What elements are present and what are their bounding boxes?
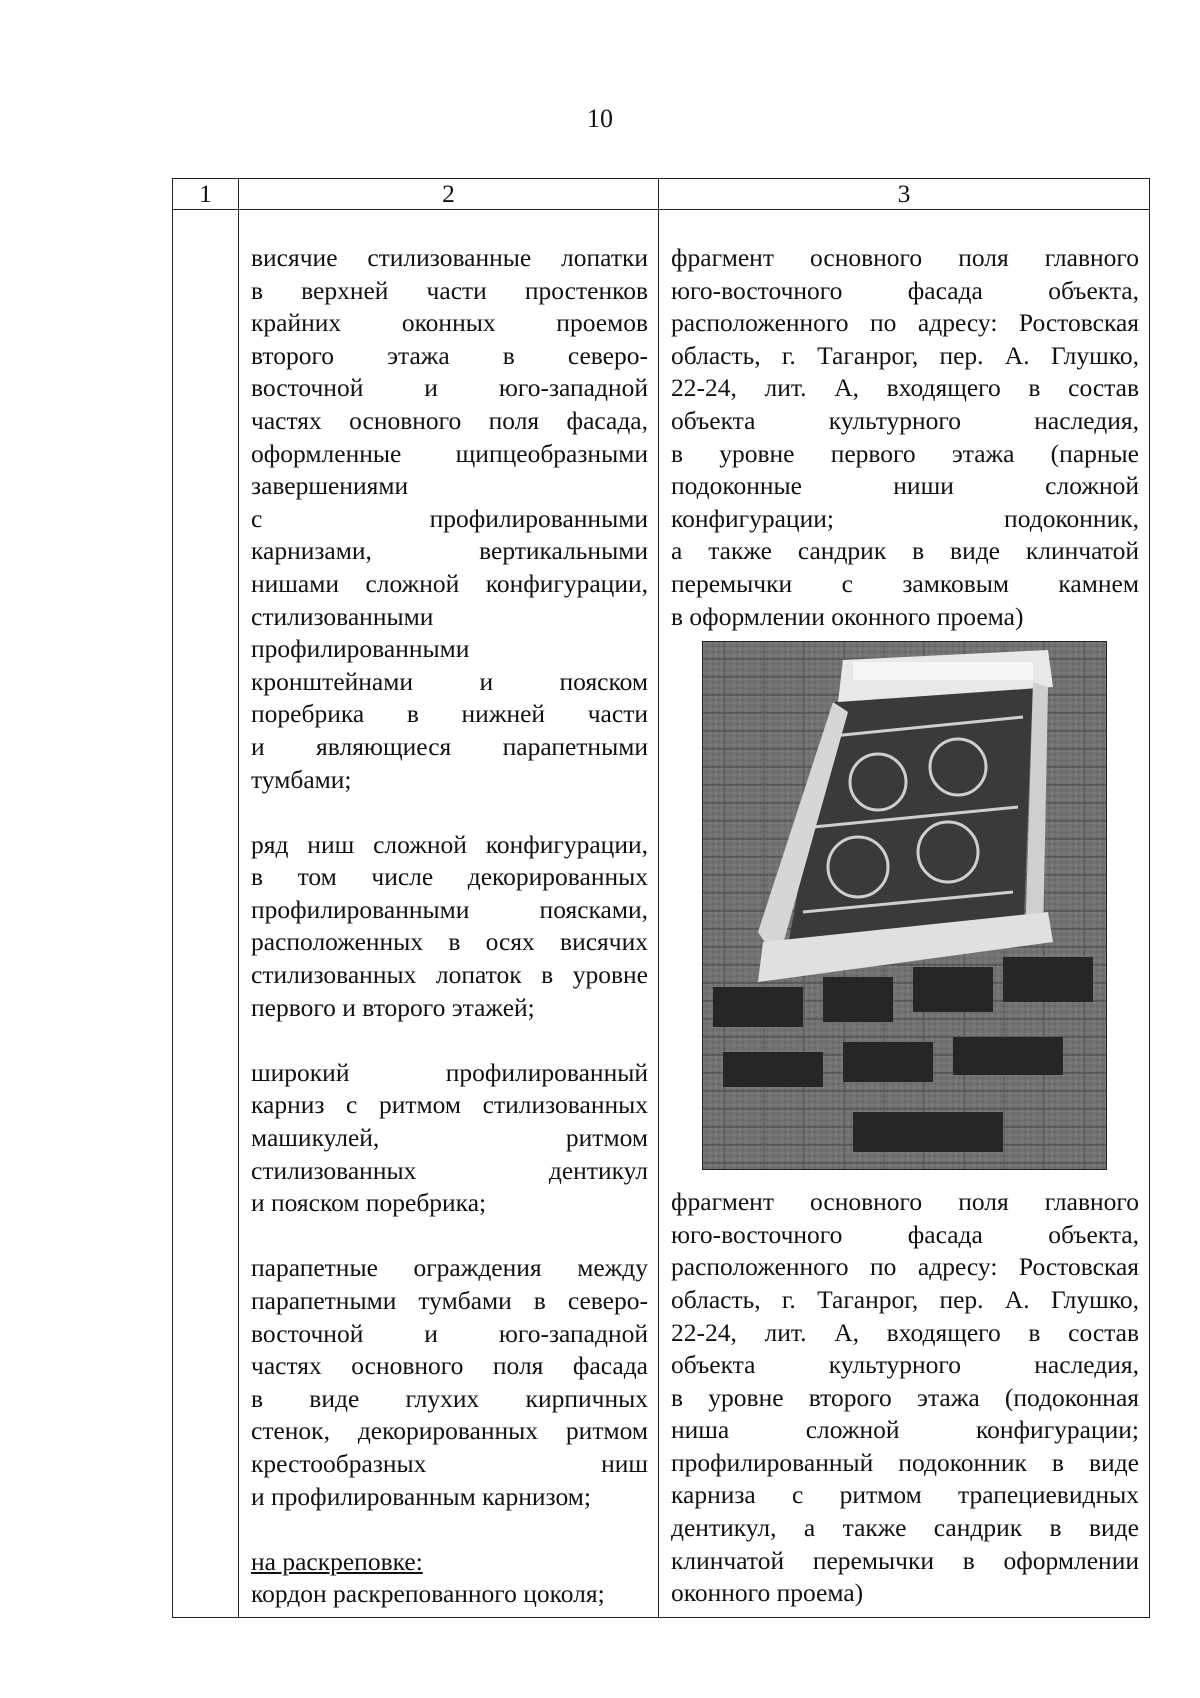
text-line: ряд ниш сложной конфигурации, bbox=[251, 829, 648, 859]
text-line: расположенного по адресу: Ростовская bbox=[671, 1252, 1139, 1282]
header-col-3: 3 bbox=[659, 179, 1150, 210]
text-line: подоконные ниши сложной bbox=[671, 471, 1139, 501]
subsection-heading: на раскреповке: bbox=[251, 1546, 423, 1576]
text-line: юго-восточного фасада объекта, bbox=[671, 1219, 1139, 1249]
caption-first-floor bbox=[671, 242, 1139, 633]
text-line: широкий профилированный bbox=[251, 1057, 648, 1087]
text-line: восточной и юго-западной bbox=[251, 1318, 648, 1348]
header-col-1: 1 bbox=[173, 179, 239, 210]
text-line: в виде глухих кирпичных bbox=[251, 1383, 648, 1413]
text-line: поребрика в нижней части bbox=[251, 699, 648, 729]
facade-window-photo bbox=[702, 641, 1107, 1170]
text-line: и профилированным карнизом; bbox=[251, 1481, 591, 1511]
heritage-table bbox=[172, 178, 1150, 1618]
text-line: стилизованными bbox=[251, 601, 434, 631]
cell-photo-captions bbox=[659, 210, 1150, 1618]
text-line: расположенного по адресу: Ростовская bbox=[671, 308, 1139, 338]
text-line: оформленные щипцеобразными bbox=[251, 438, 648, 468]
text-line: частях основного поля фасада bbox=[251, 1351, 648, 1381]
text-line: область, г. Таганрог, пер. А. Глушко, bbox=[671, 1284, 1139, 1314]
page-number: 10 bbox=[587, 104, 613, 133]
cell-number bbox=[173, 210, 239, 1618]
text-line: объекта культурного наследия, bbox=[671, 405, 1139, 435]
text-line: второго этажа в северо- bbox=[251, 340, 648, 370]
text-line: в верхней части простенков bbox=[251, 275, 648, 305]
text-line: профилированными поясками, bbox=[251, 894, 648, 924]
text-line: висячие стилизованные лопатки bbox=[251, 243, 648, 272]
elements-text bbox=[251, 242, 648, 1546]
text-line: нишами сложной конфигурации, bbox=[251, 568, 648, 598]
text-line: оконного проема) bbox=[671, 1578, 864, 1608]
text-line: стилизованных дентикул bbox=[251, 1155, 648, 1185]
caption-second-floor bbox=[671, 1186, 1139, 1610]
text-line bbox=[251, 1024, 648, 1057]
text-line: фрагмент основного поля главного bbox=[671, 243, 1139, 272]
text-line: юго-восточного фасада объекта, bbox=[671, 275, 1139, 305]
text-line: ниша сложной конфигурации; bbox=[671, 1415, 1139, 1445]
text-line: объекта культурного наследия, bbox=[671, 1350, 1139, 1380]
subsection-text: кордон раскрепованного цоколя; bbox=[251, 1579, 605, 1609]
text-line: в уровне первого этажа (парные bbox=[671, 438, 1139, 468]
text-line: восточной и юго-западной bbox=[251, 373, 648, 403]
text-line: завершениями bbox=[251, 471, 409, 501]
text-line: в том числе декорированных bbox=[251, 862, 648, 892]
text-line: карниза с ритмом трапециевидных bbox=[671, 1480, 1139, 1510]
text-line: крестообразных ниш bbox=[251, 1448, 648, 1478]
text-line: карниз с ритмом стилизованных bbox=[251, 1090, 648, 1120]
text-line: и пояском поребрика; bbox=[251, 1188, 487, 1218]
text-line: крайних оконных проемов bbox=[251, 308, 648, 338]
photo-container bbox=[671, 633, 1139, 1186]
text-line: профилированный подоконник в виде bbox=[671, 1447, 1139, 1477]
text-line: в оформлении оконного проема) bbox=[671, 601, 1024, 631]
text-line bbox=[251, 1220, 648, 1253]
text-line: и являющиеся парапетными bbox=[251, 731, 648, 761]
text-line: а также сандрик в виде клинчатой bbox=[671, 536, 1139, 566]
text-line: перемычки с замковым камнем bbox=[671, 568, 1139, 598]
text-line: область, г. Таганрог, пер. А. Глушко, bbox=[671, 340, 1139, 370]
table-row bbox=[173, 210, 1150, 1618]
table-header-row bbox=[173, 179, 1150, 210]
cell-elements-description bbox=[239, 210, 659, 1618]
text-line: карнизами, вертикальными bbox=[251, 536, 648, 566]
text-line: частях основного поля фасада, bbox=[251, 405, 648, 435]
text-line: расположенных в осях висячих bbox=[251, 927, 648, 957]
text-line: стилизованных лопаток в уровне bbox=[251, 960, 648, 990]
text-line: конфигурации; подоконник, bbox=[671, 503, 1139, 533]
header-col-2: 2 bbox=[239, 179, 659, 210]
text-line: 22-24, лит. А, входящего в состав bbox=[671, 373, 1139, 403]
text-line: стенок, декорированных ритмом bbox=[251, 1416, 648, 1446]
text-line: с профилированными bbox=[251, 503, 648, 533]
text-line: кронштейнами и пояском bbox=[251, 666, 648, 696]
facade-photo-image bbox=[703, 642, 1106, 1169]
text-line: в уровне второго этажа (подоконная bbox=[671, 1382, 1139, 1412]
text-line bbox=[251, 1513, 648, 1546]
text-line: машикулей, ритмом bbox=[251, 1123, 648, 1153]
text-line: парапетные ограждения между bbox=[251, 1253, 648, 1283]
text-line: клинчатой перемычки в оформлении bbox=[671, 1545, 1139, 1575]
text-line: первого и второго этажей; bbox=[251, 992, 535, 1022]
text-line: профилированными bbox=[251, 634, 470, 664]
text-line: парапетными тумбами в северо- bbox=[251, 1286, 648, 1315]
text-line: фрагмент основного поля главного bbox=[671, 1187, 1139, 1217]
text-line: тумбами; bbox=[251, 764, 352, 794]
text-line: 22-24, лит. А, входящего в состав bbox=[671, 1317, 1139, 1347]
text-line bbox=[251, 796, 648, 829]
text-line: дентикул, а также сандрик в виде bbox=[671, 1513, 1139, 1543]
